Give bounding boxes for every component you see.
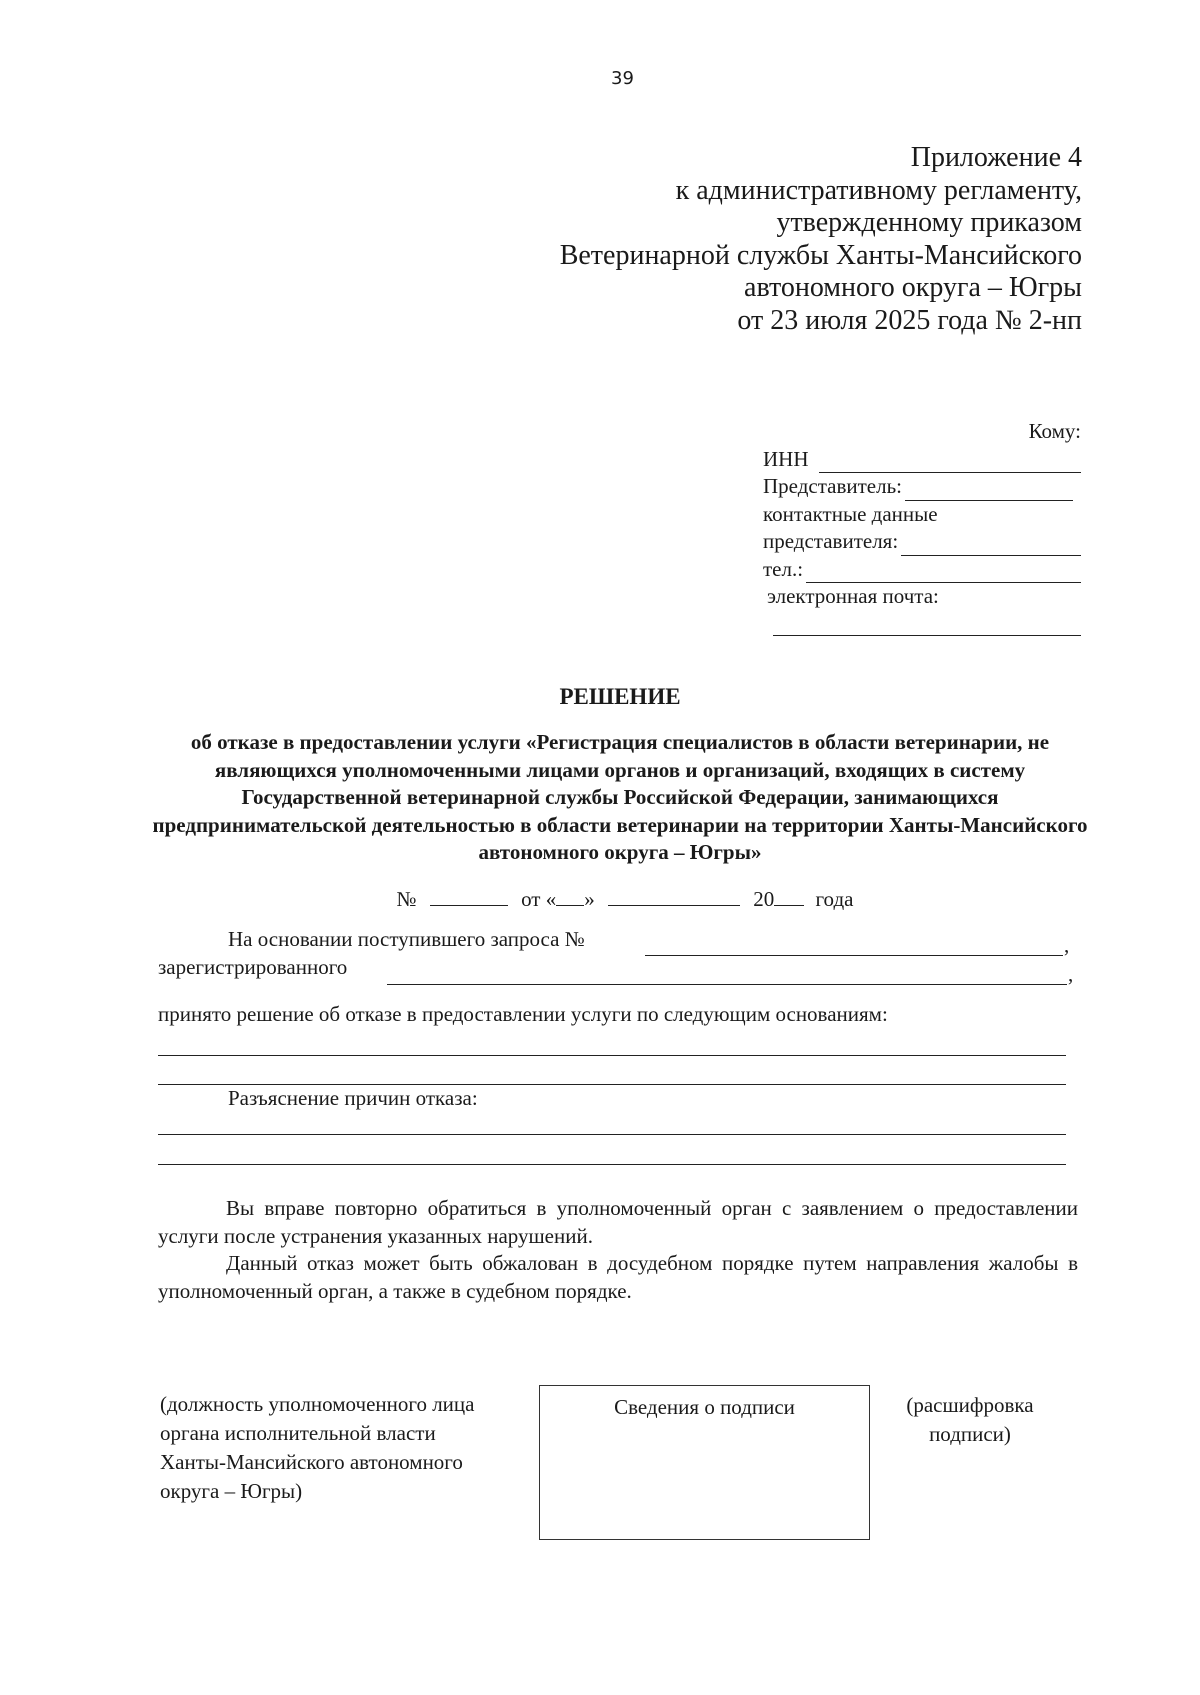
representative-label: Представитель:	[763, 474, 903, 498]
year-field[interactable]	[774, 887, 804, 906]
inn-field[interactable]	[819, 452, 1082, 473]
date-month-field[interactable]	[608, 887, 740, 906]
recipient-to-label: Кому:	[1028, 419, 1081, 443]
representative-field[interactable]	[905, 480, 1073, 501]
signature-info-box[interactable]	[539, 1385, 870, 1540]
number-sign: №	[396, 887, 417, 911]
inn-label: ИНН	[763, 446, 809, 471]
annex-line: автономного округа – Югры	[744, 272, 1082, 303]
phone-label: тел.:	[763, 556, 804, 581]
document-subject: об отказе в предоставлении услуги «Регистрация специалистов в области ветеринарии, не являющихся уполномоченными лицами органов и организаций, входящих в систему Государственной ветеринарной службы Российской Федерации, занимающихся предпринимательской деятельностью в области ветеринарии на территории Ханты-Мансийского автономного округа – Югры»	[152, 730, 1088, 864]
annex-line: к административному регламенту,	[675, 174, 1082, 206]
email-row	[763, 583, 1081, 611]
representative-contacts-row	[763, 528, 1081, 556]
year-suffix: года	[815, 887, 854, 911]
annex-line: Ветеринарной службы Ханты-Мансийского	[559, 239, 1082, 271]
contacts-label: контактные данные	[763, 501, 938, 526]
date-quote-close: »	[584, 887, 595, 911]
email-field[interactable]	[773, 611, 1081, 636]
decision-text: принято решение об отказе в предоставлении услуги по следующим основаниям:	[158, 1002, 888, 1026]
representative-contacts-field[interactable]	[901, 535, 1081, 556]
registered-comma: ,	[1068, 962, 1074, 986]
registered-field[interactable]	[387, 984, 1067, 985]
position-line: (должность уполномоченного лица	[160, 1392, 475, 1416]
registered-label: зарегистрированного	[158, 955, 348, 979]
signature-info-label: Сведения о подписи	[614, 1395, 795, 1419]
email-label: электронная почта:	[767, 584, 939, 608]
decision-number-line	[0, 887, 1200, 912]
date-from-label: от «	[521, 887, 557, 911]
annex-header	[560, 142, 1082, 337]
phone-field[interactable]	[806, 562, 1081, 583]
page-number: 39	[611, 68, 634, 89]
document-title: РЕШЕНИЕ	[559, 684, 681, 709]
explanation-label: Разъяснение причин отказа:	[228, 1086, 478, 1110]
request-basis-label: На основании поступившего запроса №	[228, 927, 585, 951]
signature-decoding: (расшифровка подписи)	[906, 1393, 1034, 1446]
request-comma: ,	[1064, 933, 1070, 957]
request-number-field[interactable]	[645, 955, 1063, 956]
annex-line: от 23 июля 2025 года № 2-нп	[737, 304, 1082, 336]
appeal-paragraphs	[158, 1195, 1078, 1305]
inn-row	[763, 446, 1081, 474]
position-line: округа – Югры)	[160, 1479, 303, 1503]
contacts-row	[763, 501, 1081, 529]
annex-line: утвержденному приказом	[776, 207, 1082, 238]
phone-row	[763, 556, 1081, 584]
recipient-block	[763, 418, 1081, 636]
grounds-line-1[interactable]	[158, 1055, 1066, 1056]
official-position	[160, 1390, 534, 1506]
decision-number-field[interactable]	[430, 887, 508, 906]
representative-row	[763, 473, 1081, 501]
explanation-line-1[interactable]	[158, 1134, 1066, 1135]
date-day-field[interactable]	[556, 887, 584, 906]
appeal-paragraph: Данный отказ может быть обжалован в досудебном порядке путем направления жалобы в уполномоченный орган, а также в судебном порядке.	[158, 1251, 1078, 1303]
grounds-line-2[interactable]	[158, 1084, 1066, 1085]
reapply-paragraph: Вы вправе повторно обратиться в уполномоченный орган с заявлением о предоставлении услуги после устранения указанных нарушений.	[158, 1196, 1078, 1248]
year-prefix: 20	[753, 887, 775, 911]
explanation-line-2[interactable]	[158, 1164, 1066, 1165]
annex-line: Приложение 4	[910, 142, 1082, 173]
position-line: Ханты-Мансийского автономного	[160, 1450, 463, 1474]
position-line: органа исполнительной власти	[160, 1421, 436, 1445]
representative-contacts-label: представителя:	[763, 529, 899, 553]
